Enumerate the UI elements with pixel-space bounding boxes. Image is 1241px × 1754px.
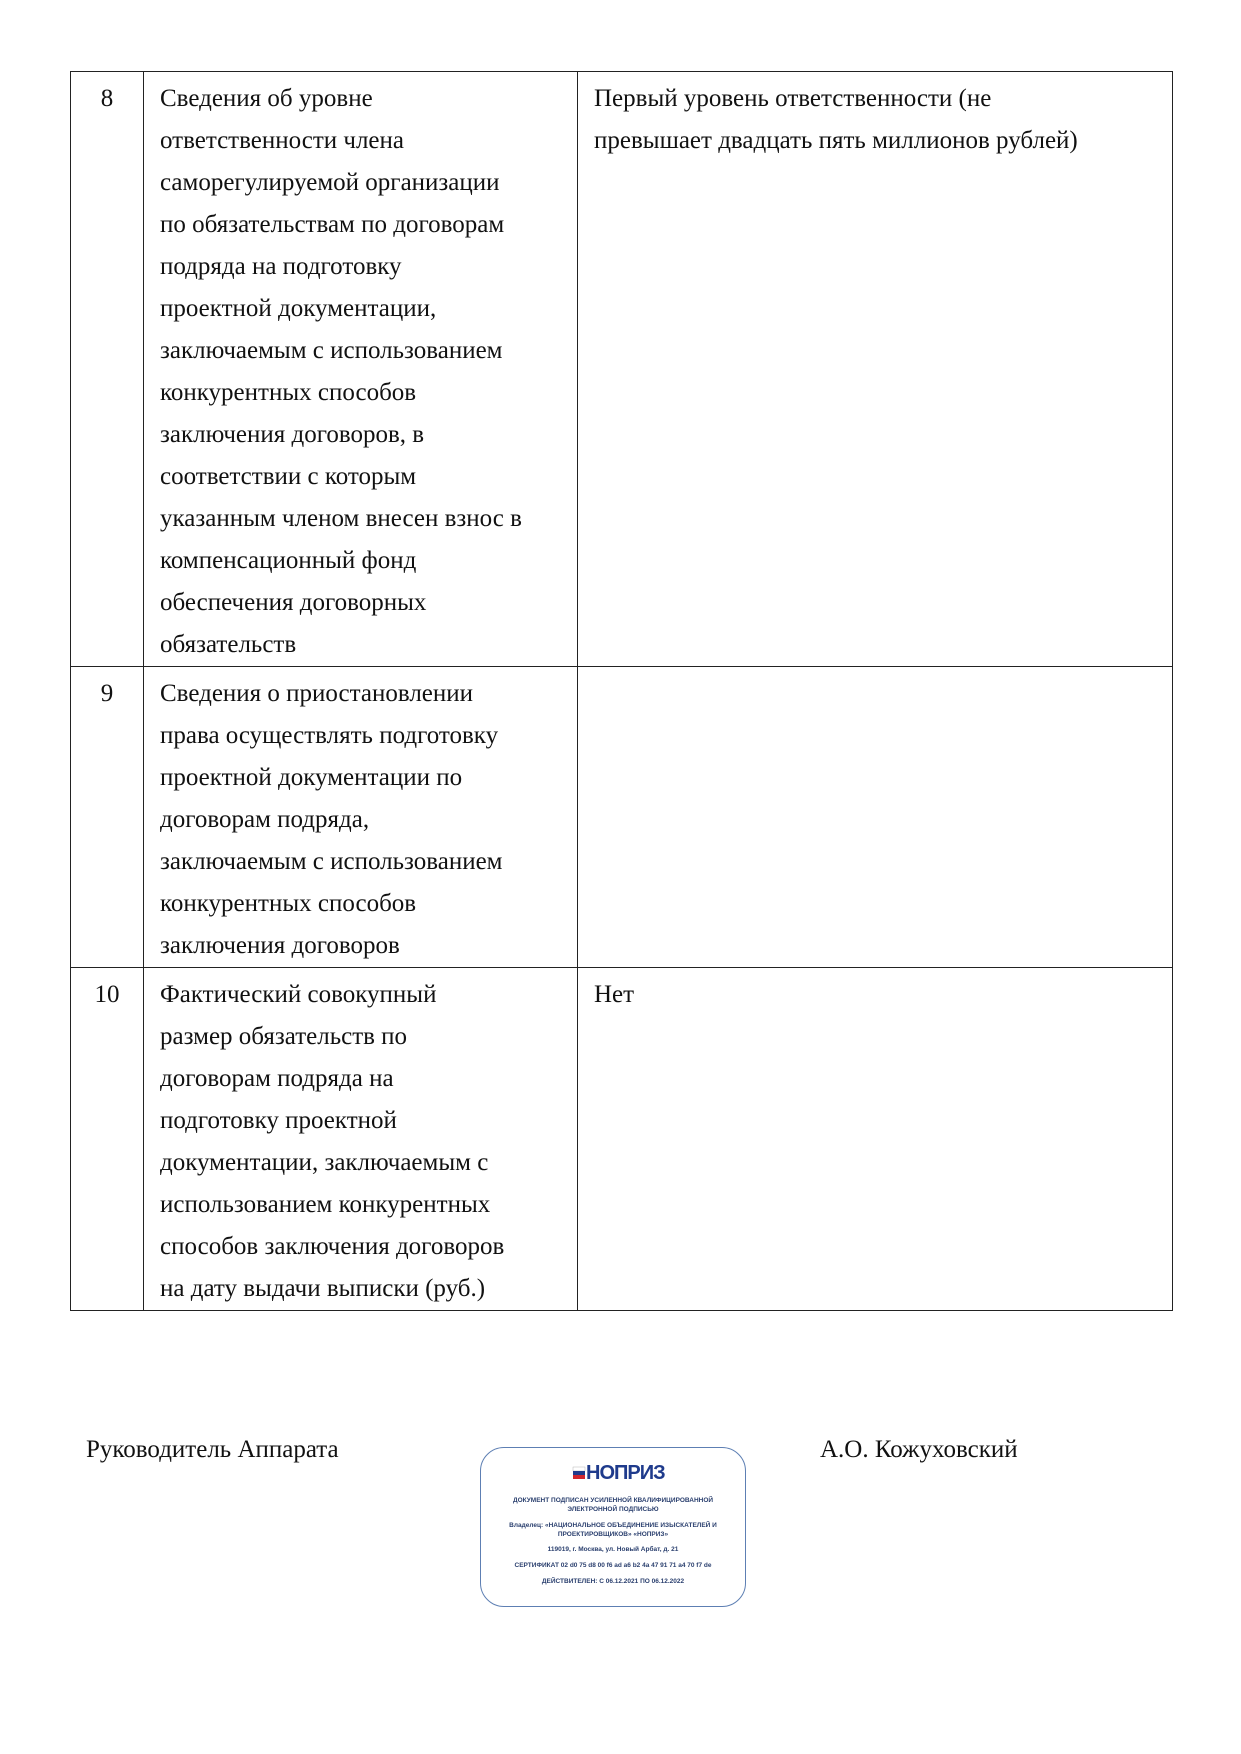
row-label: Сведения о приостановлении права осуществлять подготовку проектной документации по договорам подряда, заключаемым с использованием конкурентных способов заключения договоров [144, 667, 578, 968]
stamp-title: ДОКУМЕНТ ПОДПИСАН УСИЛЕННОЙ КВАЛИФИЦИРОВАННОЙ ЭЛЕКТРОННОЙ ПОДПИСЬЮ [512, 1497, 714, 1513]
stamp-certificate: СЕРТИФИКАТ 02 d0 75 d8 00 f6 ad a6 b2 4a 47 91 71 a4 70 f7 de [514, 1562, 712, 1569]
row-value: Первый уровень ответственности (не превышает двадцать пять миллионов рублей) [578, 72, 1173, 667]
signatory-position: Руководитель Аппарата [86, 1436, 339, 1463]
row-value [578, 667, 1173, 968]
flag-icon [573, 1459, 665, 1484]
requirements-table [70, 71, 1173, 1311]
logo-text: НОПРИЗ [586, 1462, 665, 1484]
row-number: 9 [71, 667, 144, 968]
nopriz-logo [481, 1458, 745, 1484]
electronic-signature-stamp [480, 1447, 746, 1607]
table-row [71, 72, 1173, 667]
stamp-owner: Владелец: «НАЦИОНАЛЬНОЕ ОБЪЕДИНЕНИЕ ИЗЫСКАТЕЛЕЙ И ПРОЕКТИРОВЩИКОВ» «НОПРИЗ» [509, 1522, 717, 1538]
stamp-address: 119019, г. Москва, ул. Новый Арбат, д. 21 [547, 1546, 679, 1553]
row-number: 8 [71, 72, 144, 667]
table-row [71, 667, 1173, 968]
table-row [71, 968, 1173, 1311]
row-label: Сведения об уровне ответственности члена саморегулируемой организации по обязательствам по договорам подряда на подготовку проектной документации, заключаемым с использованием конкурентных способов заключения договоров, в соответствии с которым указанным членом внесен взнос в компенсационный фонд обеспечения договорных обязательств [144, 72, 578, 667]
row-value: Нет [578, 968, 1173, 1311]
row-number: 10 [71, 968, 144, 1311]
row-label: Фактический совокупный размер обязательств по договорам подряда на подготовку проектной документации, заключаемым с использованием конкурентных способов заключения договоров на дату выдачи выписки (руб.) [144, 968, 578, 1311]
signatory-name: А.О. Кожуховский [820, 1436, 1018, 1463]
stamp-validity: ДЕЙСТВИТЕЛЕН: С 06.12.2021 ПО 06.12.2022 [541, 1578, 685, 1585]
